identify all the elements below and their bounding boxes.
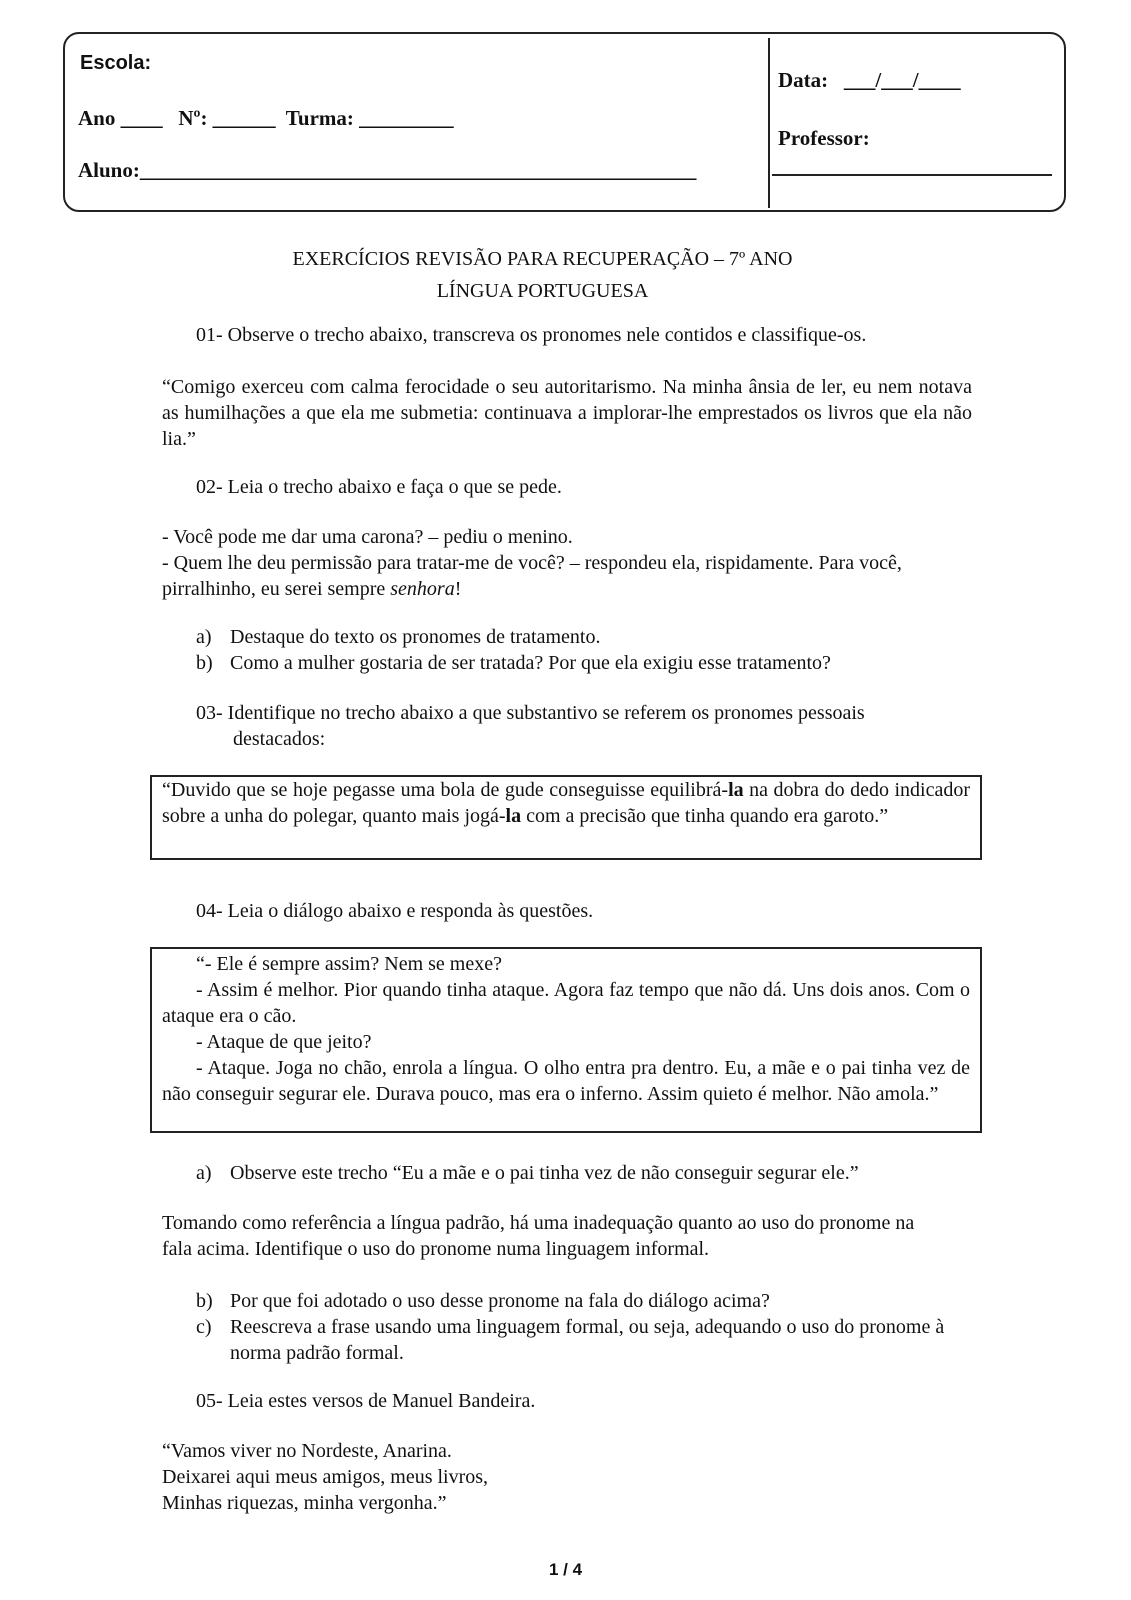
q2-items: [196, 624, 976, 676]
q5-verse-2: Deixarei aqui meus amigos, meus livros,: [162, 1466, 489, 1488]
q3-pronoun-1: la: [728, 779, 744, 801]
q3-quote-c: na dobra do dedo indicador sobre a unha do polegar, quanto mais jogá-: [162, 779, 970, 827]
q2-line2-a: - Quem lhe deu permissão para tratar-me de você? – respondeu ela, rispidamente. Para você, pirralhinho, eu serei sempre: [162, 552, 902, 600]
q2-item-a-text: Destaque do texto os pronomes de tratamento.: [230, 626, 601, 648]
q4-items: [196, 1288, 956, 1366]
q2-line1: - Você pode me dar uma carona? – pediu o menino.: [162, 526, 573, 548]
q2-item-b-text: Como a mulher gostaria de ser tratada? Por que ela exigiu esse tratamento?: [230, 652, 831, 674]
data-line: Data: ___/___/____: [778, 68, 961, 92]
q4-item-c-label: c): [196, 1316, 212, 1338]
q4-dialog-line3: - Ataque de que jeito?: [196, 1031, 372, 1053]
q4-item-b-text: Por que foi adotado o uso desse pronome na fala do diálogo acima?: [230, 1290, 770, 1312]
header-divider: [768, 38, 770, 208]
q2-line2-end: !: [454, 578, 462, 600]
q4-item-a: [196, 1160, 996, 1186]
q4-paragraph: Tomando como referência a língua padrão, há uma inadequação quanto ao uso do pronome na fala acima. Identifique o uso do pronome numa linguagem informal.: [162, 1212, 915, 1260]
q2-item-a: [196, 624, 976, 650]
professor-line: [772, 174, 1052, 176]
q3-quote-a: “Duvido que se hoje pegasse uma bola de gude conseguisse equilibrá-: [162, 779, 729, 801]
q2-item-a-label: a): [196, 626, 212, 648]
q5-verse-3: Minhas riquezas, minha vergonha.”: [162, 1492, 447, 1514]
q3-prompt: 03- Identifique no trecho abaixo a que substantivo se referem os pronomes pessoais: [196, 702, 865, 724]
q4-dialog-line1: “- Ele é sempre assim? Nem se mexe?: [196, 953, 502, 975]
q5-verses: [162, 1438, 488, 1516]
escola-label: Escola:: [80, 52, 152, 74]
q4-dialog-line4: - Ataque. Joga no chão, enrola a língua. O olho entra pra dentro. Eu, a mãe e o pai tinha vez de não conseguir segurar ele. Durava pouco, mas era o inferno. Assim quieto é melhor. Não amola.”: [162, 1057, 970, 1105]
q4-dialog-line2: - Assim é melhor. Pior quando tinha ataque. Agora faz tempo que não dá. Uns dois anos. Com o ataque era o cão.: [162, 979, 970, 1027]
q1-quote: “Comigo exerceu com calma ferocidade o seu autoritarismo. Na minha ânsia de ler, eu nem notava as humilhações a que ela me submetia: continuava a implorar-lhe emprestados os livros que ela não lia.”: [162, 376, 972, 450]
ano-line: Ano ____ Nº: ______ Turma: _________: [78, 106, 454, 130]
q2-prompt: 02- Leia o trecho abaixo e faça o que se pede.: [196, 476, 562, 498]
q5-verse-1: “Vamos viver no Nordeste, Anarina.: [162, 1440, 452, 1462]
q3-prompt2: destacados:: [233, 728, 326, 750]
page-number: 1 / 4: [548, 1560, 583, 1579]
q4-item-c-text: Reescreva a frase usando uma linguagem formal, ou seja, adequando o uso do pronome à norma padrão formal.: [230, 1316, 945, 1364]
q4-item-a-label: a): [196, 1162, 212, 1184]
q3-pronoun-2: la: [505, 805, 522, 827]
q2-item-b: [196, 650, 976, 676]
q2-item-b-label: b): [196, 652, 213, 674]
q2-line2: [162, 550, 972, 602]
q5-prompt: 05- Leia estes versos de Manuel Bandeira.: [196, 1390, 536, 1412]
q2-line2-italic: senhora: [390, 578, 455, 600]
aluno-line: Aluno:_____________________________________________________: [78, 158, 697, 182]
q3-quote-e: com a precisão que tinha quando era garoto.”: [521, 805, 889, 827]
q2-dialog: [162, 524, 972, 602]
q4-item-b: [196, 1288, 956, 1314]
q1-prompt: 01- Observe o trecho abaixo, transcreva os pronomes nele contidos e classifique-os.: [196, 324, 867, 346]
q4-item-a-text: Observe este trecho “Eu a mãe e o pai tinha vez de não conseguir segurar ele.”: [230, 1162, 859, 1184]
q3-quote-box: [150, 775, 982, 860]
q4-prompt: 04- Leia o diálogo abaixo e responda às questões.: [196, 900, 594, 922]
q4-item-c: [196, 1314, 956, 1366]
professor-label: Professor:: [778, 126, 870, 150]
page-title: EXERCÍCIOS REVISÃO PARA RECUPERAÇÃO – 7º ANO: [292, 248, 793, 270]
page-subtitle: LÍNGUA PORTUGUESA: [436, 280, 649, 302]
q4-dialog-box: [150, 947, 982, 1133]
q4-item-b-label: b): [196, 1290, 213, 1312]
